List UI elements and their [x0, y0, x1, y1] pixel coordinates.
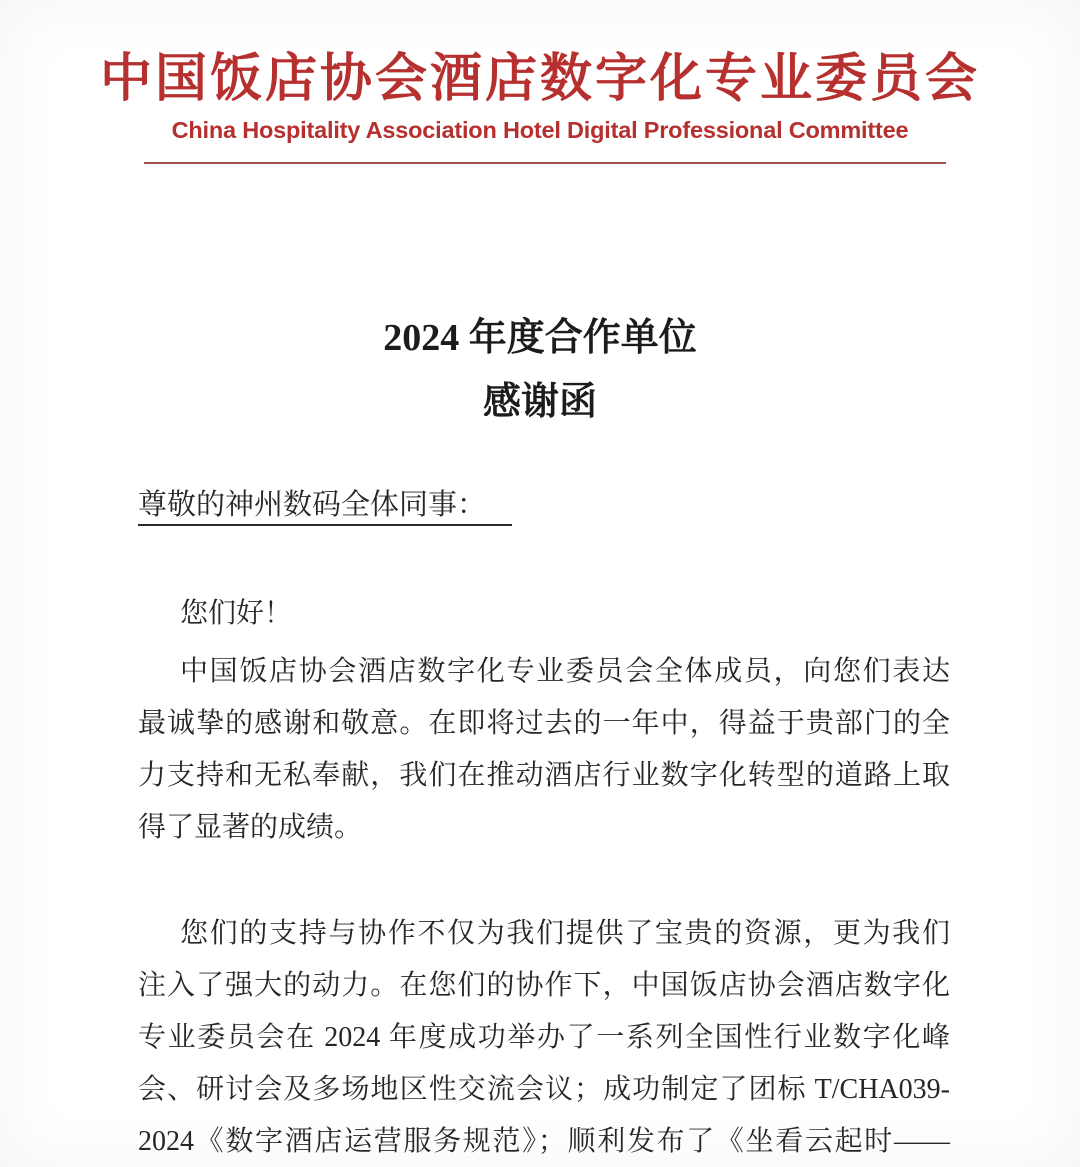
salutation	[138, 486, 512, 524]
text-line: 注入了强大的动力。在您们的协作下，中国饭店协会酒店数字化	[138, 970, 950, 1001]
letterhead-divider	[144, 162, 946, 164]
salutation-text: 尊敬的神州数码全体同事：	[138, 489, 512, 526]
text-line: 中国饭店协会酒店数字化专业委员会全体成员，向您们表达	[180, 656, 950, 687]
greeting-line: 您们好！	[180, 598, 293, 629]
letter-title-line2: 感谢函	[482, 381, 597, 423]
paragraph-1	[138, 646, 950, 854]
org-name-chinese: 中国饭店协会酒店数字化专业委员会	[99, 51, 980, 108]
text-line: 2024《数字酒店运营服务规范》；顺利发布了《坐看云起时——	[138, 1126, 950, 1157]
text-line: 专业委员会在 2024 年度成功举办了一系列全国性行业数字化峰	[138, 1022, 950, 1053]
text-line: 得了显著的成绩。	[138, 812, 363, 843]
letter-title-line1: 2024 年度合作单位	[383, 317, 697, 359]
text-line: 会、研讨会及多场地区性交流会议；成功制定了团标 T/CHA039-	[138, 1074, 950, 1105]
text-line: 您们的支持与协作不仅为我们提供了宝贵的资源，更为我们	[180, 918, 950, 949]
paragraph-2	[138, 908, 950, 1167]
org-name-english: China Hospitality Association Hotel Digital Professional Committee	[171, 117, 909, 143]
text-line: 力支持和无私奉献，我们在推动酒店行业数字化转型的道路上取	[138, 760, 950, 791]
text-line: 最诚挚的感谢和敬意。在即将过去的一年中，得益于贵部门的全	[138, 708, 950, 739]
